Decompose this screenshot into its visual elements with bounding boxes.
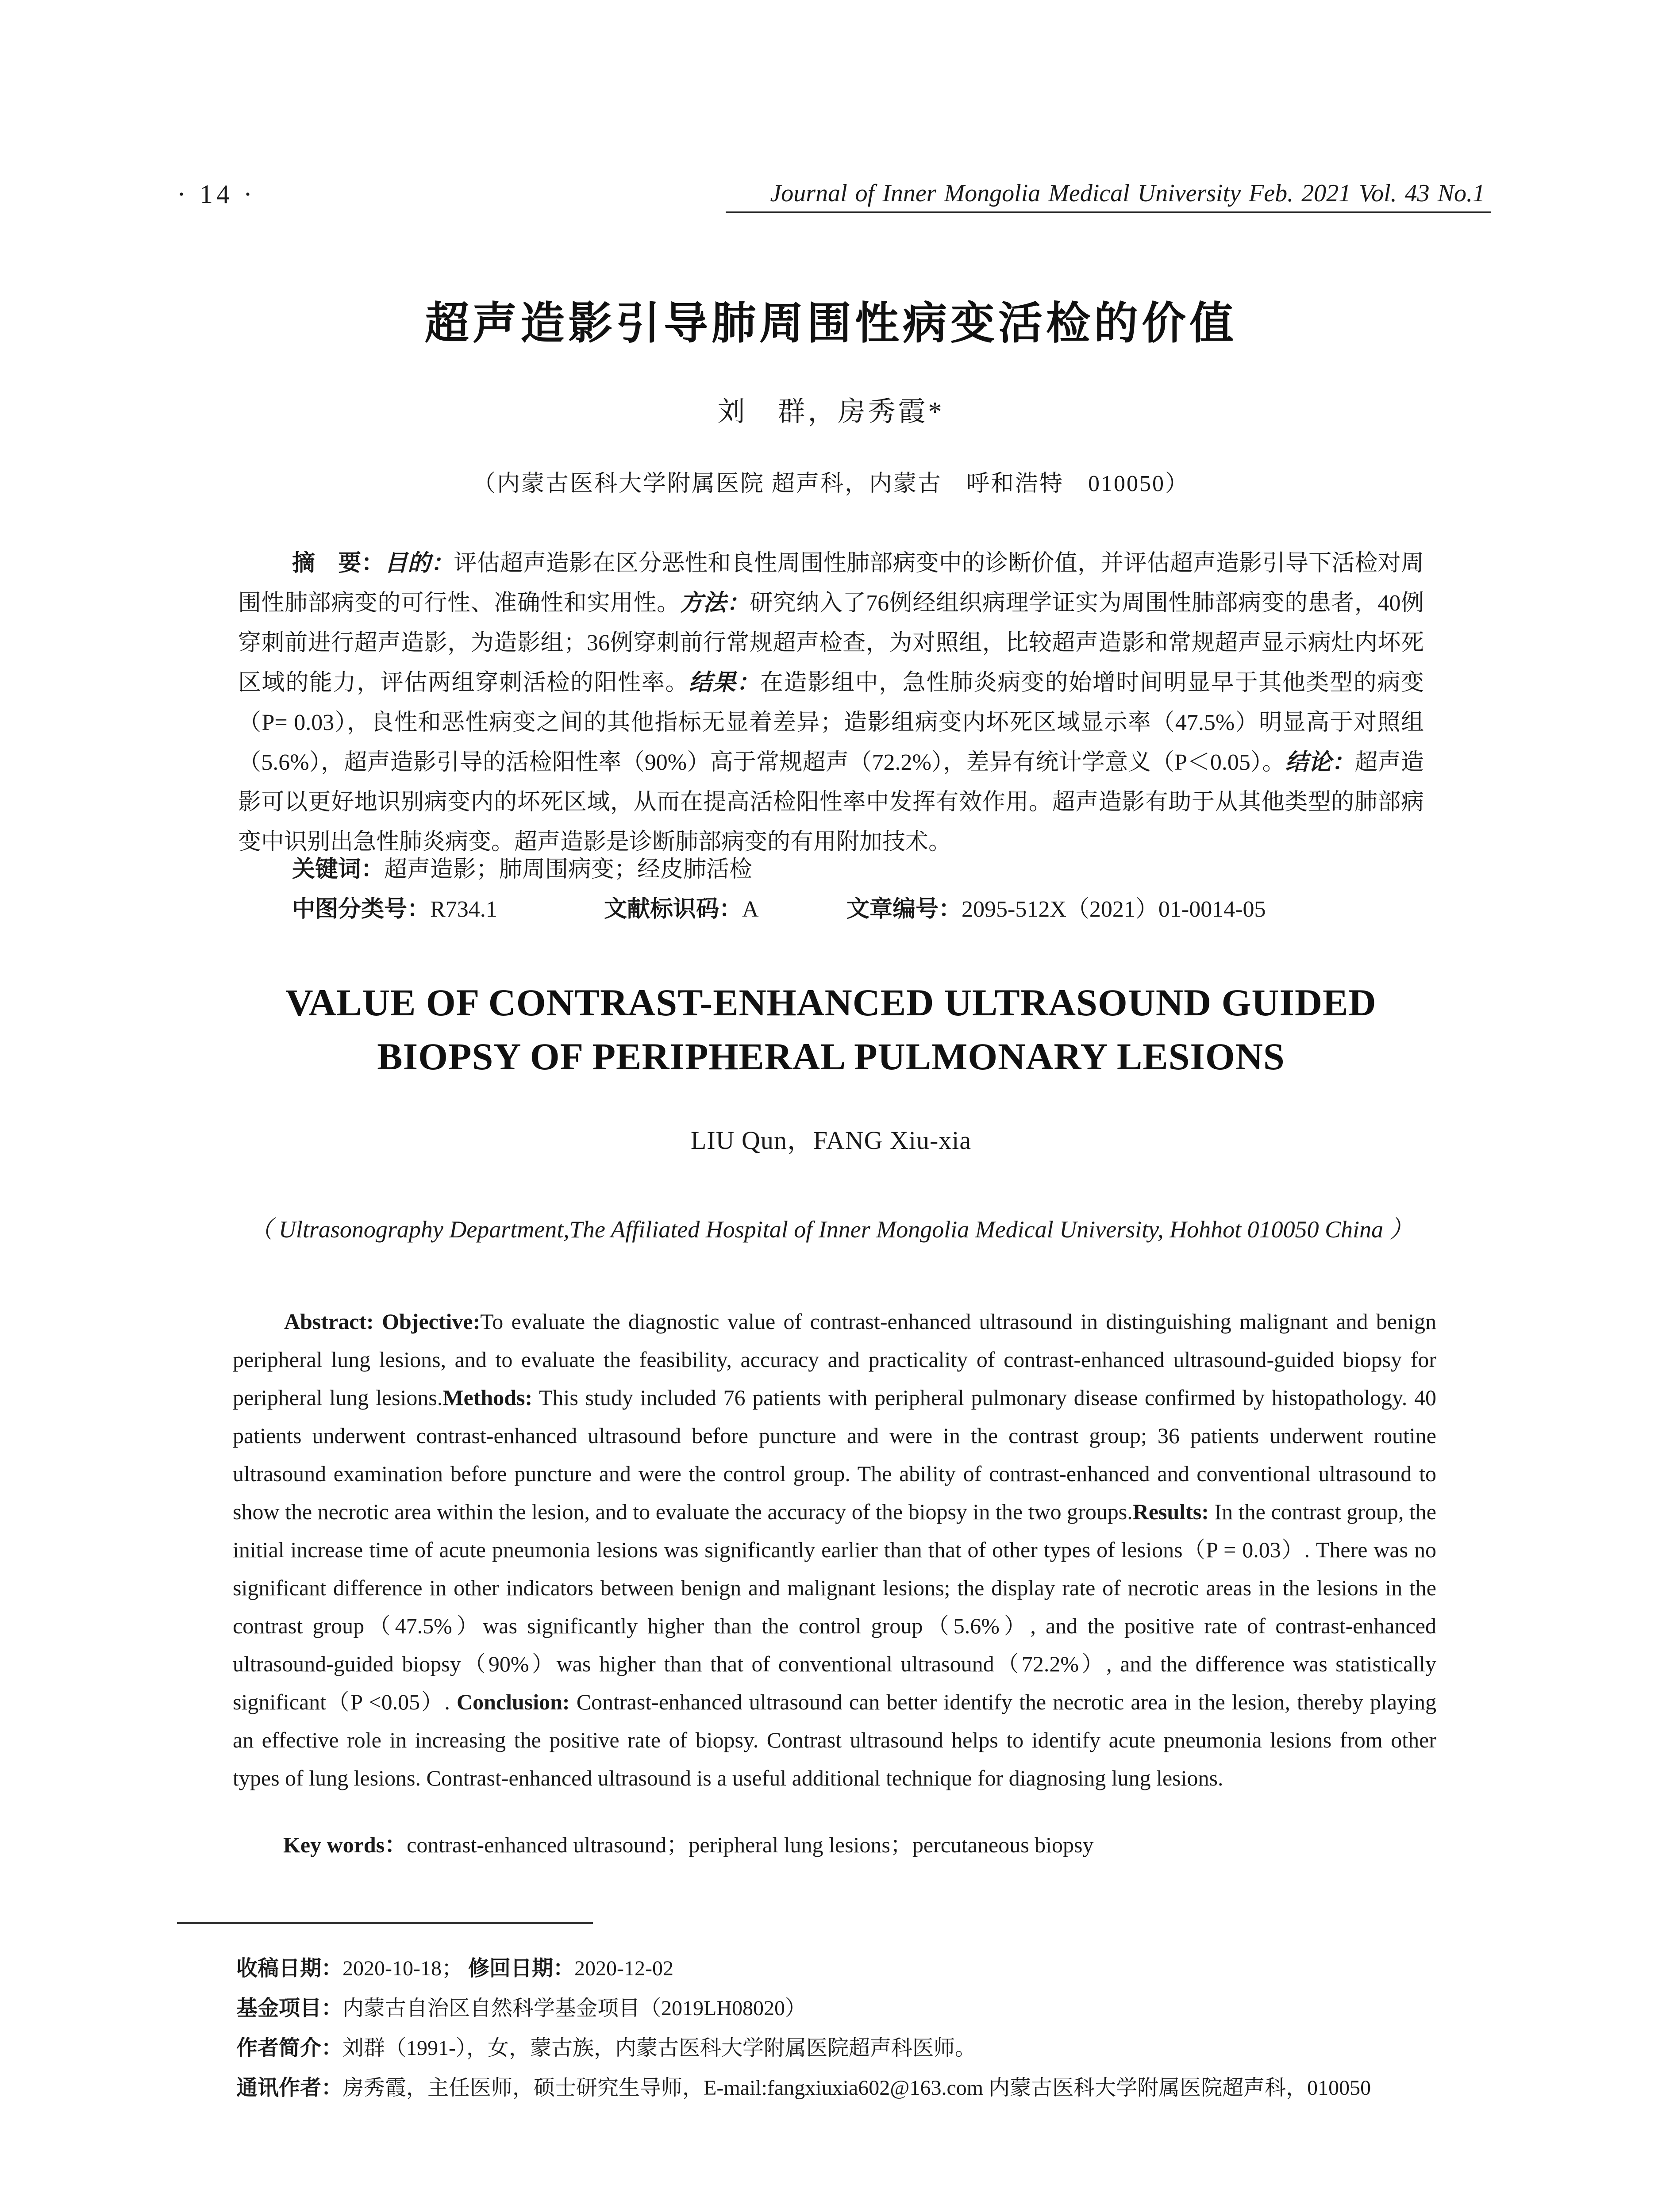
objective-label-cn: 目的： — [384, 551, 454, 576]
footnote-corresponding — [236, 2070, 1371, 2101]
objective-text-en: To evaluate the diagnostic value of contrast-enhanced ultrasound in distinguishing malignant and benign peripheral lung lesions, and to evaluate the feasibility, accuracy and practicality of contrast-enhanced ultrasound-guided biopsy for peripheral lung lesions. — [233, 1309, 1437, 1410]
received-date: 2020-10-18； — [342, 1957, 463, 1980]
fund-text: 内蒙古自治区自然科学基金项目（2019LH08020） — [342, 1997, 807, 2020]
keywords-label-cn: 关键词： — [292, 856, 385, 883]
objective-label-en: Objective: — [382, 1309, 481, 1334]
keywords-chinese — [292, 850, 752, 883]
methods-label-en: Methods: — [442, 1385, 533, 1410]
title-english — [0, 975, 1662, 1083]
authors-english: LIU Qun，FANG Xiu-xia — [690, 1126, 972, 1155]
clc-cell — [292, 890, 604, 923]
abstract-english-heading: Abstract: — [284, 1309, 374, 1334]
clc-value: R734.1 — [430, 897, 497, 922]
keywords-text-cn: 超声造影；肺周围病变；经皮肺活检 — [384, 857, 753, 882]
clc-label: 中图分类号： — [292, 896, 431, 922]
corr-label: 通讯作者： — [236, 2075, 343, 2100]
affiliation-chinese: （内蒙古医科大学附属医院 超声科，内蒙古 呼和浩特 010050） — [472, 471, 1189, 496]
corr-text: 房秀霞，主任医师，硕士研究生导师，E-mail:fangxiuxia602@163.com 内蒙古医科大学附属医院超声科，010050 — [342, 2076, 1371, 2100]
title-chinese: 超声造影引导肺周围性病变活检的价值 — [425, 297, 1237, 349]
abstract-english — [233, 1302, 1436, 1797]
conclusion-label-cn: 结论： — [1285, 750, 1355, 775]
header-rule — [726, 211, 1491, 213]
revised-label: 修回日期： — [468, 1956, 575, 1981]
keywords-label-en: Key words： — [283, 1832, 407, 1857]
results-text-en: In the contrast group, the initial increase time of acute pneumonia lesions was significantly earlier than that of other types of lesions（P = 0.03）. There was no significant difference in other indicators between benign and malignant lesions; the display rate of necrotic areas in the lesions in the contrast group（47.5%）was significantly higher than the control group（5.6%）, and the positive rate of contrast-enhanced ultrasound-guided biopsy（90%）was higher than that of conventional ultrasound（72.2%）, and the difference was statistically significant（P <0.05）. — [233, 1499, 1436, 1714]
abstract-chinese — [238, 543, 1424, 862]
abstract-chinese-body — [238, 543, 1424, 862]
methods-text-cn: 研究纳入了76例经组织病理学证实为周围性肺部病变的患者，40例穿刺前进行超声造影，为造影组；36例穿刺前行常规超声检查，为对照组，比较超声造影和常规超声显示病灶内坏死区域的能力，评估两组穿刺活检的阳性率。 — [238, 591, 1424, 695]
footnote-author-bio — [236, 2031, 976, 2061]
received-label: 收稿日期： — [236, 1956, 343, 1981]
bio-text: 刘群（1991-），女，蒙古族，内蒙古医科大学附属医院超声科医师。 — [342, 2036, 977, 2060]
authors-chinese: 刘 群，房秀霞* — [717, 397, 945, 427]
doc-code-cell — [604, 890, 846, 923]
keywords-text-en: contrast-enhanced ultrasound；peripheral lung lesions；percutaneous biopsy — [407, 1832, 1094, 1857]
affiliation-english: （ Ultrasonography Department,The Affiliated Hospital of Inner Mongolia Medical University, Hohhot 010050 China ） — [249, 1216, 1413, 1243]
fund-label: 基金项目： — [236, 1996, 343, 2020]
results-label-en: Results: — [1132, 1499, 1209, 1524]
abstract-chinese-heading: 摘 要： — [292, 550, 385, 576]
title-english-line-2: BIOPSY OF PERIPHERAL PULMONARY LESIONS — [377, 1035, 1285, 1078]
conclusion-text-cn: 超声造影可以更好地识别病变内的坏死区域，从而在提高活检阳性率中发挥有效作用。超声造影有助于从其他类型的肺部病变中识别出急性肺炎病变。超声造影是诊断肺部病变的有用附加技术。 — [238, 750, 1424, 855]
keywords-english — [283, 1827, 1094, 1859]
footnote-rule — [177, 1922, 593, 1924]
methods-text-en: This study included 76 patients with peripheral pulmonary disease confirmed by histopathology. 40 patients underwent contrast-enhanced ultrasound before puncture and were in the contrast group; 36 patients underwent routine ultrasound examination before puncture and were the control group. The ability of contrast-enhanced and conventional ultrasound to show the necrotic area within the lesion, and to evaluate the accuracy of the biopsy in the two groups. — [233, 1385, 1436, 1524]
objective-text-cn: 评估超声造影在区分恶性和良性周围性肺部病变中的诊断价值，并评估超声造影引导下活检对周围性肺部病变的可行性、准确性和实用性。 — [238, 551, 1424, 616]
article-number-label: 文章编号： — [846, 896, 962, 922]
page-number: · 14 · — [177, 180, 256, 209]
classification-row — [292, 890, 1266, 923]
title-english-line-1: VALUE OF CONTRAST-ENHANCED ULTRASOUND GUIDED — [285, 981, 1377, 1024]
doc-code-value: A — [742, 897, 759, 922]
article-number-cell — [846, 890, 1266, 923]
revised-date: 2020-12-02 — [574, 1957, 673, 1980]
footnote-dates — [236, 1951, 673, 1982]
doc-code-label: 文献标识码： — [604, 896, 743, 922]
conclusion-label-en: Conclusion: — [456, 1690, 570, 1714]
bio-label: 作者简介： — [236, 2035, 343, 2060]
methods-label-cn: 方法： — [680, 591, 750, 616]
conclusion-text-en: Contrast-enhanced ultrasound can better identify the necrotic area in the lesion, thereby playing an effective role in increasing the positive rate of biopsy. Contrast ultrasound helps to identify acute pneumonia lesions from other types of lung lesions. Contrast-enhanced ultrasound is a useful additional technique for diagnosing lung lesions. — [233, 1690, 1436, 1790]
journal-header: Journal of Inner Mongolia Medical University Feb. 2021 Vol. 43 No.1 — [770, 180, 1485, 207]
results-text-cn: 在造影组中，急性肺炎病变的始增时间明显早于其他类型的病变（P= 0.03），良性和恶性病变之间的其他指标无显着差异；造影组病变内坏死区域显示率（47.5%）明显高于对照组（5.6%），超声造影引导的活检阳性率（90%）高于常规超声（72.2%），差异有统计学意义（P＜0.05）。 — [238, 670, 1424, 775]
article-number-value: 2095-512X（2021）01-0014-05 — [962, 897, 1266, 922]
results-label-cn: 结果： — [689, 670, 760, 695]
footnote-fund — [236, 1991, 806, 2021]
abstract-english-body — [233, 1302, 1436, 1797]
